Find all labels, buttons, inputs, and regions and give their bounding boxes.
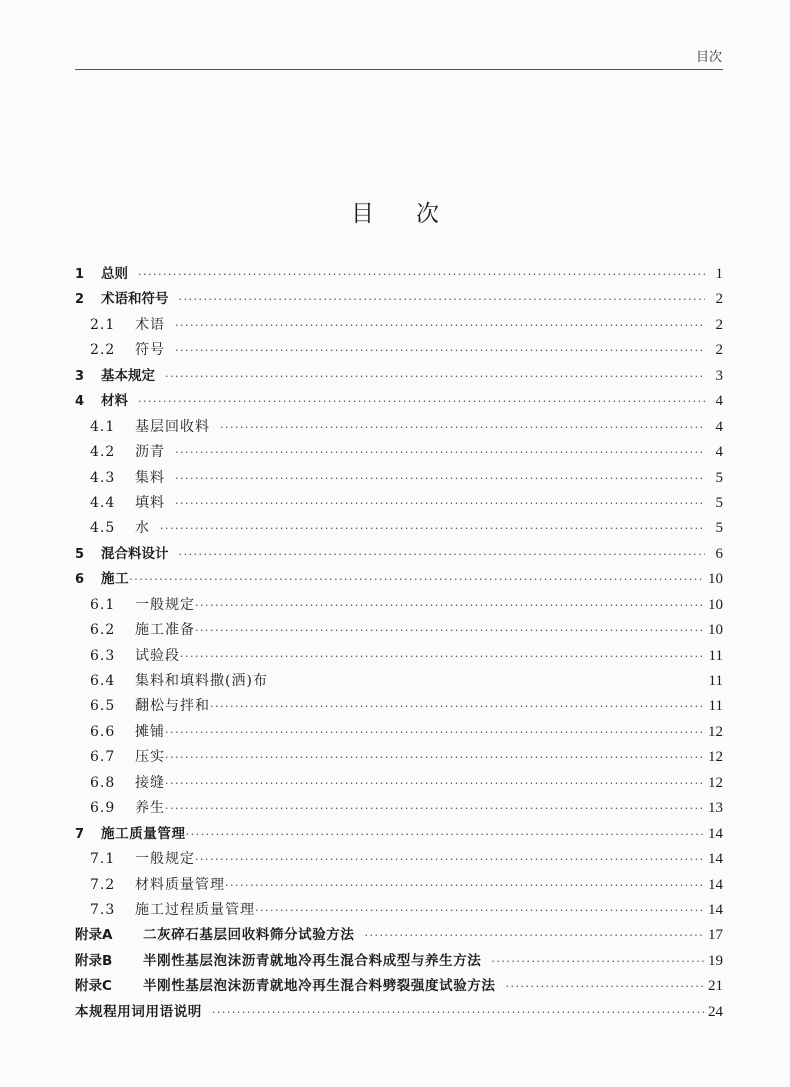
toc-entry-page: 4: [715, 444, 723, 461]
toc-entry-number: 附录A: [75, 927, 113, 944]
toc-entry-title: 沥青: [135, 444, 165, 461]
toc-entry-page: 4: [715, 418, 723, 435]
dot-leader: [195, 618, 704, 643]
header-rule: [75, 69, 723, 70]
toc-entry-page: 6: [715, 545, 723, 562]
toc-entry-title: 术语和符号: [101, 291, 169, 308]
toc-entry-7-1[interactable]: [75, 847, 723, 872]
toc-entry-1[interactable]: [75, 262, 723, 287]
dot-leader: [175, 313, 705, 338]
toc-entry-number: 6: [75, 572, 85, 588]
toc-entry-page: 17: [708, 927, 723, 944]
dot-leader: [365, 923, 705, 948]
toc-entry-page: 3: [715, 367, 723, 384]
toc-entry-title: 压实: [135, 749, 165, 766]
toc-entry-page: 11: [708, 673, 723, 689]
toc-entry-number: 6.9: [90, 800, 116, 817]
toc-entry-title: 半刚性基层泡沫沥青就地冷再生混合料劈裂强度试验方法: [143, 978, 496, 995]
toc-entry-附录A[interactable]: [75, 923, 723, 948]
toc-entry-number: 6.5: [90, 698, 116, 715]
toc-entry-number: 6.7: [90, 749, 116, 766]
toc-entry-title: 集料: [135, 469, 165, 486]
toc-entry-page: 10: [708, 622, 723, 639]
dot-leader: [165, 745, 704, 770]
dot-leader: [179, 287, 706, 312]
toc-entry-7-3[interactable]: [75, 898, 723, 923]
toc-entry-page: 10: [708, 596, 723, 613]
toc-entry-6-1[interactable]: [75, 593, 723, 618]
dot-leader: [165, 771, 704, 796]
toc-entry-number: 6.3: [90, 647, 116, 664]
toc-entry-number: 4.1: [90, 418, 116, 435]
dot-leader: [212, 1000, 704, 1025]
toc-entry-number: 3: [75, 368, 85, 384]
toc-entry-4[interactable]: [75, 389, 723, 414]
toc-entry-number: 4.2: [90, 444, 116, 461]
toc-entry-number: 4.4: [90, 494, 116, 511]
toc-entry-page: 14: [708, 876, 723, 893]
dot-leader: [186, 822, 704, 847]
toc-entry-number: 7.2: [90, 876, 116, 893]
toc-entry-title: 施工准备: [135, 622, 195, 639]
toc-entry-7[interactable]: [75, 822, 723, 847]
toc-entry-附录B[interactable]: [75, 949, 723, 974]
dot-leader: [165, 796, 704, 821]
toc-entry-number: 1: [75, 267, 85, 282]
toc-entry-title: 本规程用词用语说明: [75, 1003, 202, 1020]
toc-entry-title: 试验段: [135, 647, 180, 664]
toc-entry-page: 4: [715, 393, 723, 410]
toc-entry-6-8[interactable]: [75, 771, 723, 796]
toc-entry-6-5[interactable]: [75, 694, 723, 719]
running-header: 目次: [695, 50, 722, 65]
toc-entry-page: 12: [708, 749, 723, 766]
toc-entry-title: 总则: [101, 266, 128, 282]
dot-leader: [160, 516, 705, 541]
dot-leader: [180, 644, 705, 669]
toc-entry-6-6[interactable]: [75, 720, 723, 745]
toc-entry-page: 14: [708, 901, 723, 918]
toc-entry-title: 二灰碎石基层回收料筛分试验方法: [143, 927, 355, 944]
toc-entry-5[interactable]: [75, 542, 723, 567]
dot-leader: [129, 567, 704, 592]
toc-entry-page: 5: [715, 520, 723, 537]
toc-entry-title: 水: [135, 520, 150, 537]
toc-entry-page: 13: [708, 800, 723, 817]
dot-leader: [506, 974, 705, 999]
toc-entry-附录C[interactable]: [75, 974, 723, 999]
toc-entry-4-2[interactable]: [75, 440, 723, 465]
toc-entry-explanation[interactable]: [75, 1000, 723, 1025]
dot-leader: [175, 466, 705, 491]
toc-entry-title: 翻松与拌和: [135, 698, 210, 715]
toc-entry-6[interactable]: [75, 567, 723, 592]
toc-entry-number: 2.2: [90, 342, 116, 359]
toc-entry-number: 5: [75, 546, 85, 562]
toc-entry-number: 7: [75, 826, 85, 842]
page-title: 目次: [351, 201, 481, 228]
toc-entry-page: 24: [708, 1003, 723, 1020]
toc-entry-4-3[interactable]: [75, 466, 723, 491]
dot-leader: [175, 440, 705, 465]
toc-entry-2[interactable]: [75, 287, 723, 312]
toc-entry-number: 7.1: [90, 851, 116, 868]
dot-leader: [179, 542, 706, 567]
toc-entry-title: 施工质量管理: [101, 825, 186, 842]
dot-leader: [175, 491, 705, 516]
toc-entry-title: 养生: [135, 800, 165, 817]
toc-entry-title: 基层回收料: [135, 418, 210, 435]
toc-entry-title: 填料: [135, 494, 165, 511]
dot-leader: [195, 847, 704, 872]
toc-entry-page: 14: [708, 825, 723, 842]
toc-entry-page: 12: [708, 723, 723, 740]
toc-entry-page: 10: [708, 571, 723, 588]
toc-entry-title: 接缝: [135, 774, 165, 791]
toc-entry-number: 6.2: [90, 622, 116, 639]
toc-entry-page: 12: [708, 774, 723, 791]
toc-entry-page: 11: [708, 647, 723, 664]
toc-entry-title: 基本规定: [101, 367, 155, 384]
toc-entry-number: 6.6: [90, 723, 116, 740]
toc-entry-number: 4.3: [90, 469, 116, 486]
toc-entry-page: 2: [715, 342, 723, 359]
dot-leader: [195, 593, 704, 618]
toc-entry-title: 施工: [101, 571, 130, 588]
dot-leader: [165, 720, 704, 745]
dot-leader: [255, 898, 704, 923]
toc-entry-page: 21: [708, 978, 723, 995]
toc-entry-number: 6.4: [90, 673, 116, 689]
toc-entry-6-2[interactable]: [75, 618, 723, 643]
toc-entry-6-9[interactable]: [75, 796, 723, 821]
toc-entry-title: 摊铺: [135, 723, 165, 740]
toc-entry-page: 2: [715, 291, 723, 308]
dot-leader: [220, 415, 705, 440]
dot-leader: [210, 694, 705, 719]
toc-entry-number: 2: [75, 292, 85, 308]
dot-leader: [138, 262, 705, 287]
dot-leader: [225, 873, 704, 898]
toc-entry-2-2[interactable]: [75, 338, 723, 363]
toc-entry-page: 2: [715, 316, 723, 333]
toc-entry-page: 14: [708, 851, 723, 868]
dot-leader: [165, 364, 705, 389]
toc-entry-title: 集料和填料撒(洒)布: [135, 673, 268, 689]
toc-entry-title: 半刚性基层泡沫沥青就地冷再生混合料成型与养生方法: [143, 952, 482, 969]
toc-entry-page: 1: [715, 266, 723, 282]
toc-entry-number: 7.3: [90, 901, 116, 918]
toc-entry-title: 混合料设计: [101, 545, 169, 562]
toc-entry-6-3[interactable]: [75, 644, 723, 669]
toc-entry-3[interactable]: [75, 364, 723, 389]
toc-entry-number: 6.8: [90, 774, 116, 791]
toc-entry-number: 6.1: [90, 596, 116, 613]
toc-entry-6-4[interactable]: [75, 669, 723, 694]
toc-entry-title: 材料: [101, 393, 128, 410]
toc-entry-title: 一般规定: [135, 596, 195, 613]
toc-entry-number: 2.1: [90, 316, 116, 333]
toc-entry-title: 材料质量管理: [135, 876, 225, 893]
toc-entry-page: 5: [715, 469, 723, 486]
toc-entry-number: 4.5: [90, 520, 116, 537]
toc-entry-page: 5: [715, 494, 723, 511]
toc-entry-7-2[interactable]: [75, 873, 723, 898]
dot-leader: [491, 949, 704, 974]
toc-entry-page: 19: [708, 952, 723, 969]
toc-entry-number: 附录B: [75, 952, 113, 969]
dot-leader: [138, 389, 705, 414]
table-of-contents: [75, 262, 723, 1025]
toc-entry-title: 术语: [135, 316, 165, 333]
toc-entry-title: 一般规定: [135, 851, 195, 868]
toc-entry-4-1[interactable]: [75, 415, 723, 440]
toc-entry-2-1[interactable]: [75, 313, 723, 338]
toc-entry-4-4[interactable]: [75, 491, 723, 516]
toc-entry-page: 11: [708, 698, 723, 715]
toc-entry-number: 4: [75, 394, 85, 410]
toc-entry-title: 施工过程质量管理: [135, 901, 255, 918]
toc-entry-4-5[interactable]: [75, 516, 723, 541]
toc-entry-title: 符号: [135, 342, 165, 359]
dot-leader: [175, 338, 705, 363]
toc-entry-number: 附录C: [75, 978, 112, 995]
toc-entry-6-7[interactable]: [75, 745, 723, 770]
